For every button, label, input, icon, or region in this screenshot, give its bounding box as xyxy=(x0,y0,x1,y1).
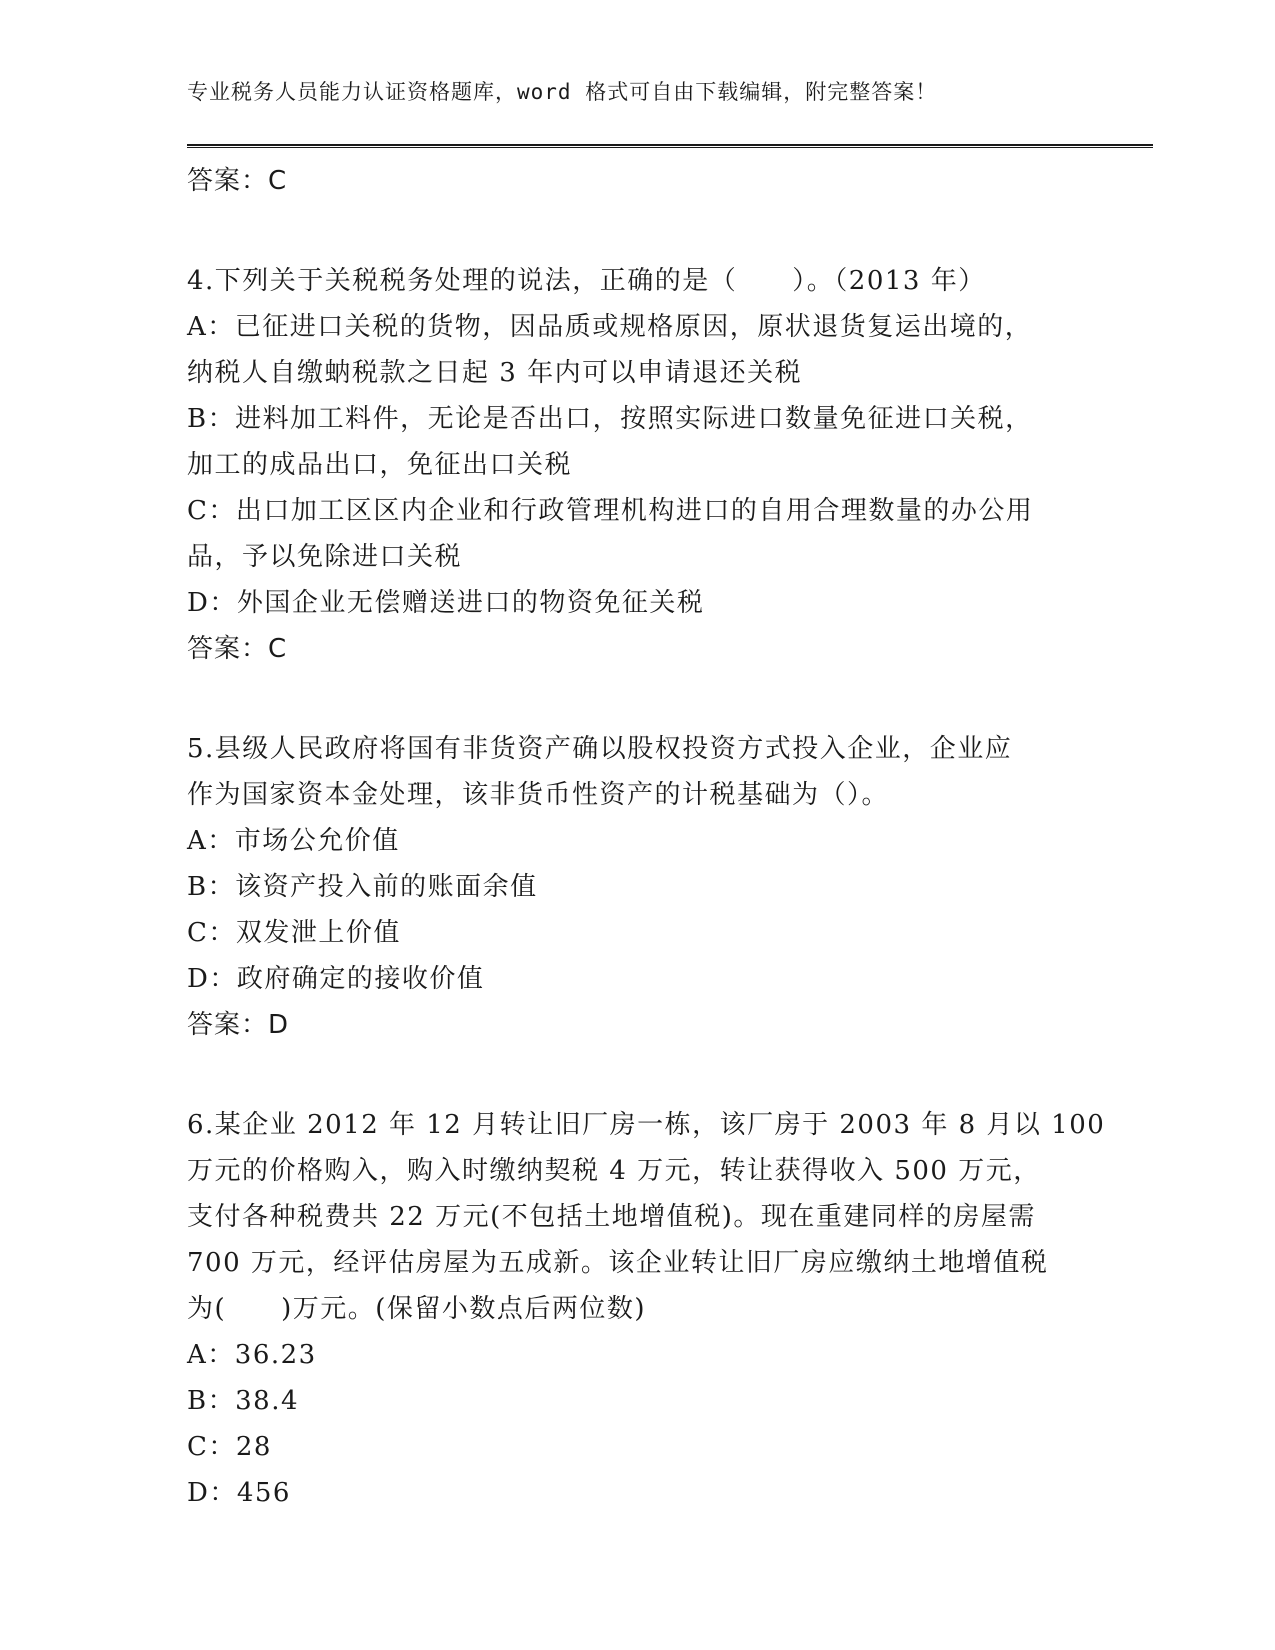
question-4 xyxy=(187,258,1087,672)
option-d: D：外国企业无偿赠送进口的物资免征关税 xyxy=(187,588,705,618)
question-stem-cont: 700 万元，经评估房屋为五成新。该企业转让旧厂房应缴纳土地增值税 xyxy=(187,1248,1049,1278)
option-c: C：出口加工区区内企业和行政管理机构进口的自用合理数量的办公用 xyxy=(187,496,1034,526)
option-b: B：该资产投入前的账面余值 xyxy=(187,872,538,902)
question-stem-cont: 万元的价格购入，购入时缴纳契税 4 万元，转让获得收入 500 万元， xyxy=(187,1156,1041,1186)
answer-line: 答案：D xyxy=(187,1010,290,1040)
option-c: C：28 xyxy=(187,1432,272,1462)
spacer xyxy=(187,672,1087,726)
option-c-cont: 品，予以免除进口关税 xyxy=(187,542,463,572)
page-header: 专业税务人员能力认证资格题库，word 格式可自由下载编辑，附完整答案！ xyxy=(187,80,938,104)
option-b: B：进料加工料件，无论是否出口，按照实际进口数量免征进口关税， xyxy=(187,404,1033,434)
option-a: A：市场公允价值 xyxy=(187,826,400,856)
option-b-cont: 加工的成品出口，免征出口关税 xyxy=(187,450,573,480)
question-6 xyxy=(187,1102,1106,1516)
question-list xyxy=(187,158,1106,1516)
option-b: B：38.4 xyxy=(187,1386,299,1416)
option-c: C：双发泄上价值 xyxy=(187,918,401,948)
option-a: A：36.23 xyxy=(187,1340,317,1370)
answer-line: 答案：C xyxy=(187,166,288,196)
option-a: A：已征进口关税的货物，因品质或规格原因，原状退货复运出境的， xyxy=(187,312,1033,342)
question-stem: 4.下列关于关税税务处理的说法，正确的是（ ）。（2013 年） xyxy=(187,266,986,296)
option-d: D：456 xyxy=(187,1478,291,1508)
question-stem-cont: 作为国家资本金处理，该非货币性资产的计税基础为（）。 xyxy=(187,780,890,810)
header-divider xyxy=(187,144,1153,148)
option-d: D：政府确定的接收价值 xyxy=(187,964,485,994)
spacer xyxy=(187,204,1087,258)
answer-line: 答案：C xyxy=(187,634,288,664)
question-stem: 5.县级人民政府将国有非货资产确以股权投资方式投入企业，企业应 xyxy=(187,734,1013,764)
question-stem: 6.某企业 2012 年 12 月转让旧厂房一栋，该厂房于 2003 年 8 月以 100 xyxy=(187,1110,1106,1140)
spacer xyxy=(187,1048,1087,1102)
option-a-cont: 纳税人自缴蚋税款之日起 3 年内可以申请退还关税 xyxy=(187,358,803,388)
question-stem-cont: 为( )万元。(保留小数点后两位数) xyxy=(187,1294,647,1324)
question-5 xyxy=(187,726,1087,1048)
question-stem-cont: 支付各种税费共 22 万元(不包括土地增值税)。现在重建同样的房屋需 xyxy=(187,1202,1036,1232)
